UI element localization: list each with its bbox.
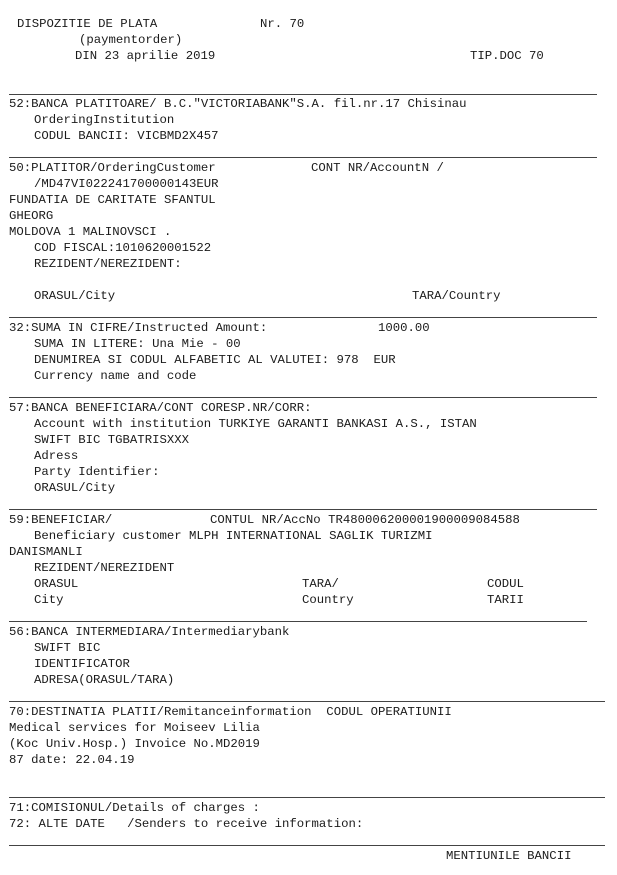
beneficiary-bank-institution: Account with institution TURKIYE GARANTI BANKASI A.S., ISTAN bbox=[34, 417, 477, 431]
beneficiary-bank-city: ORASUL/City bbox=[34, 481, 116, 495]
divider bbox=[9, 317, 597, 318]
document-title: DISPOZITIE DE PLATA bbox=[17, 17, 158, 31]
payer-country: TARA/Country bbox=[412, 289, 501, 303]
divider bbox=[9, 157, 597, 158]
ordering-bank-line: 52:BANCA PLATITOARE/ B.C."VICTORIABANK"S.A. fil.nr.17 Chisinau bbox=[9, 97, 467, 111]
beneficiary-bank-party-id: Party Identifier: bbox=[34, 465, 160, 479]
document-subtitle: (paymentorder) bbox=[79, 33, 183, 47]
beneficiary-customer-cont: DANISMANLI bbox=[9, 545, 83, 559]
beneficiary-city-label: ORASUL bbox=[34, 577, 79, 591]
currency-label-en: Currency name and code bbox=[34, 369, 197, 383]
beneficiary-account: CONTUL NR/AccNo TR480006200001900009084588 bbox=[210, 513, 520, 527]
payer-resident: REZIDENT/NEREZIDENT: bbox=[34, 257, 182, 271]
amount-words: SUMA IN LITERE: Una Mie - 00 bbox=[34, 337, 241, 351]
beneficiary-bank-label: 57:BANCA BENEFICIARA/CONT CORESP.NR/CORR: bbox=[9, 401, 312, 415]
bank-notes-label: MENTIUNILE BANCII bbox=[446, 849, 572, 863]
beneficiary-label: 59:BENEFICIAR/ bbox=[9, 513, 113, 527]
payer-fiscal-code: COD FISCAL:1010620001522 bbox=[34, 241, 212, 255]
document-type: TIP.DOC 70 bbox=[470, 49, 544, 63]
payment-purpose-line: (Koc Univ.Hosp.) Invoice No.MD2019 bbox=[9, 737, 260, 751]
ordering-institution-label: OrderingInstitution bbox=[34, 113, 175, 127]
divider bbox=[9, 397, 597, 398]
beneficiary-country-label-en: Country bbox=[302, 593, 354, 607]
payer-account-label: CONT NR/AccountN / bbox=[311, 161, 444, 175]
beneficiary-customer: Beneficiary customer MLPH INTERNATIONAL SAGLIK TURIZMI bbox=[34, 529, 433, 543]
charges-details: 71:COMISIONUL/Details of charges : bbox=[9, 801, 260, 815]
payer-city: ORASUL/City bbox=[34, 289, 116, 303]
divider bbox=[9, 845, 605, 846]
intermediary-identifier: IDENTIFICATOR bbox=[34, 657, 130, 671]
payer-name-cont: GHEORG bbox=[9, 209, 54, 223]
divider bbox=[9, 94, 597, 95]
beneficiary-code-label-2: TARII bbox=[487, 593, 524, 607]
amount-value: 1000.00 bbox=[378, 321, 430, 335]
divider bbox=[9, 797, 605, 798]
divider bbox=[9, 621, 587, 622]
other-data: 72: ALTE DATE /Senders to receive information: bbox=[9, 817, 364, 831]
beneficiary-bank-address: Adress bbox=[34, 449, 79, 463]
payment-purpose-label: 70:DESTINATIA PLATII/Remitanceinformation CODUL OPERATIUNII bbox=[9, 705, 452, 719]
beneficiary-bank-swift: SWIFT BIC TGBATRISXXX bbox=[34, 433, 189, 447]
ordering-bank-code: CODUL BANCII: VICBMD2X457 bbox=[34, 129, 219, 143]
payer-address: MOLDOVA 1 MALINOVSCI . bbox=[9, 225, 172, 239]
payer-label: 50:PLATITOR/OrderingCustomer bbox=[9, 161, 216, 175]
currency-line: DENUMIREA SI CODUL ALFABETIC AL VALUTEI: 978 EUR bbox=[34, 353, 396, 367]
payment-purpose-line: Medical services for Moiseev Lilia bbox=[9, 721, 260, 735]
beneficiary-city-label-en: City bbox=[34, 593, 64, 607]
divider bbox=[9, 701, 605, 702]
payer-name: FUNDATIA DE CARITATE SFANTUL bbox=[9, 193, 216, 207]
document-number: Nr. 70 bbox=[260, 17, 305, 31]
payer-account: /MD47VI022241700000143EUR bbox=[34, 177, 219, 191]
intermediary-swift: SWIFT BIC bbox=[34, 641, 101, 655]
document-date: DIN 23 aprilie 2019 bbox=[75, 49, 216, 63]
amount-label: 32:SUMA IN CIFRE/Instructed Amount: bbox=[9, 321, 268, 335]
divider bbox=[9, 509, 597, 510]
beneficiary-resident: REZIDENT/NEREZIDENT bbox=[34, 561, 175, 575]
beneficiary-country-label: TARA/ bbox=[302, 577, 339, 591]
beneficiary-code-label: CODUL bbox=[487, 577, 524, 591]
intermediary-bank-label: 56:BANCA INTERMEDIARA/Intermediarybank bbox=[9, 625, 290, 639]
intermediary-address: ADRESA(ORASUL/TARA) bbox=[34, 673, 175, 687]
payment-purpose-line: 87 date: 22.04.19 bbox=[9, 753, 135, 767]
